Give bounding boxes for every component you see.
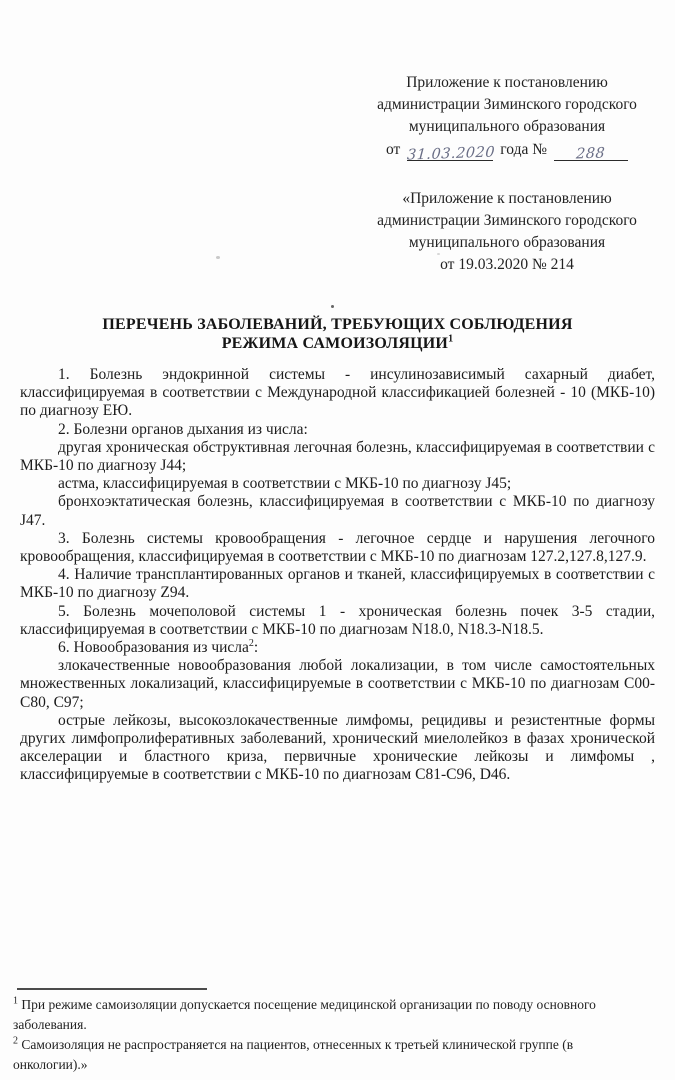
footnote-1-marker: 1 <box>13 995 18 1007</box>
header-line: администрации Зиминского городского <box>377 96 637 113</box>
paragraph-6: 3. Болезнь системы кровообращения - легочное сердце и нарушения легочного кровообращения, классифицируемая в соответствии с МКБ-10 по диагнозам 127.2,127.8,127.9. <box>20 529 655 566</box>
header-line: от 19.03.2020 № 214 <box>440 256 574 273</box>
paragraph-1: 1. Болезнь эндокринной системы - инсулинозависимый сахарный диабет, классифицируемая в соответствии с Международной классификацией болезней - 10 (МКБ-10) по диагнозу ЕЮ. <box>20 366 655 420</box>
year-number-label: года № <box>500 141 548 158</box>
paragraph-8: 5. Болезнь мочеполовой системы 1 - хроническая болезнь почек 3-5 стадии, классифицируемая в соответствии с МКБ-10 по диагнозам N18.0, N18.3-N18.5. <box>20 602 655 638</box>
paragraph-3: другая хроническая обструктивная легочная болезнь, классифицируемая в соответствии с МКБ-10 по диагнозу J44; <box>20 438 655 475</box>
paragraph-2: 2. Болезни органов дыхания из числа: <box>58 420 308 438</box>
header-line: администрации Зиминского городского <box>377 212 637 229</box>
scan-speck <box>216 256 220 259</box>
header-annotation-bottom <box>352 188 662 276</box>
footnote-2 <box>13 1035 627 1075</box>
footnote-2-text: Самоизоляция не распространяется на пациентов, отнесенных к третьей клинической группе (в онкологии).» <box>13 1037 574 1072</box>
paragraph-9-footnote-ref: 2 <box>248 637 254 649</box>
header-line: «Приложение к постановлению <box>402 190 612 207</box>
paragraph-4: астма, классифицируемая в соответствии с МКБ-10 по диагнозу J45; <box>58 475 512 493</box>
header-line: муниципального образования <box>408 234 606 251</box>
number-blank-underline <box>554 142 628 161</box>
footnote-separator-rule <box>17 988 207 990</box>
title-line-1: ПЕРЕЧЕНЬ ЗАБОЛЕВАНИЙ, ТРЕБУЮЩИХ СОБЛЮДЕНИЯ <box>102 316 573 333</box>
document-title <box>0 315 675 353</box>
title-line-2 <box>0 334 675 353</box>
footnote-2-marker: 2 <box>13 1035 18 1047</box>
footnotes-section <box>13 988 627 1075</box>
handwritten-number: 288 <box>575 145 607 163</box>
header-annotation-top <box>352 72 662 164</box>
paragraph-9 <box>20 639 655 657</box>
scan-speck <box>437 253 440 255</box>
title-line-2-text: РЕЖИМА САМОИЗОЛЯЦИИ <box>221 335 449 352</box>
footnote-1-text: При режиме самоизоляции допускается посещение медицинской организации по поводу основного заболевания. <box>13 997 596 1032</box>
footnote-1 <box>13 995 627 1035</box>
paragraph-10: злокачественные новообразования любой локализации, в том числе самостоятельных множественных локализаций, классифицируемые в соответствии с МКБ-10 по диагнозам С00-С80, С97; <box>20 657 655 711</box>
paragraph-9-colon: : <box>253 639 259 657</box>
handwritten-date: 31.03.2020 <box>406 144 496 164</box>
paragraph-9-text: 6. Новообразования из числа <box>58 639 249 657</box>
paragraph-11: острые лейкозы, высокозлокачественные лимфомы, рецидивы и резистентные формы других лимфопролиферативных заболеваний, хронический миелолейкоз в фазах хронической акселерации и бластного криза, первичные хронические лейкозы и лимфомы , классифицируемые в соответствии с МКБ-10 по диагнозам С81-С96, D46. <box>20 711 655 784</box>
paragraph-5: бронхоэктатическая болезнь, классифицируемая в соответствии с МКБ-10 по диагнозу J47. <box>20 493 655 529</box>
header-line: Приложение к постановлению <box>406 74 608 91</box>
document-body <box>20 366 655 785</box>
date-prefix: от <box>385 141 401 158</box>
date-blank-underline <box>406 142 496 164</box>
header-line: муниципального образования <box>408 118 606 135</box>
date-number-line <box>352 139 662 164</box>
scan-speck <box>331 305 334 308</box>
paragraph-7: 4. Наличие трансплантированных органов и тканей, классифицируемых в соответствии с МКБ-10 по диагнозу Z94. <box>20 566 655 602</box>
title-footnote-ref: 1 <box>448 333 454 345</box>
